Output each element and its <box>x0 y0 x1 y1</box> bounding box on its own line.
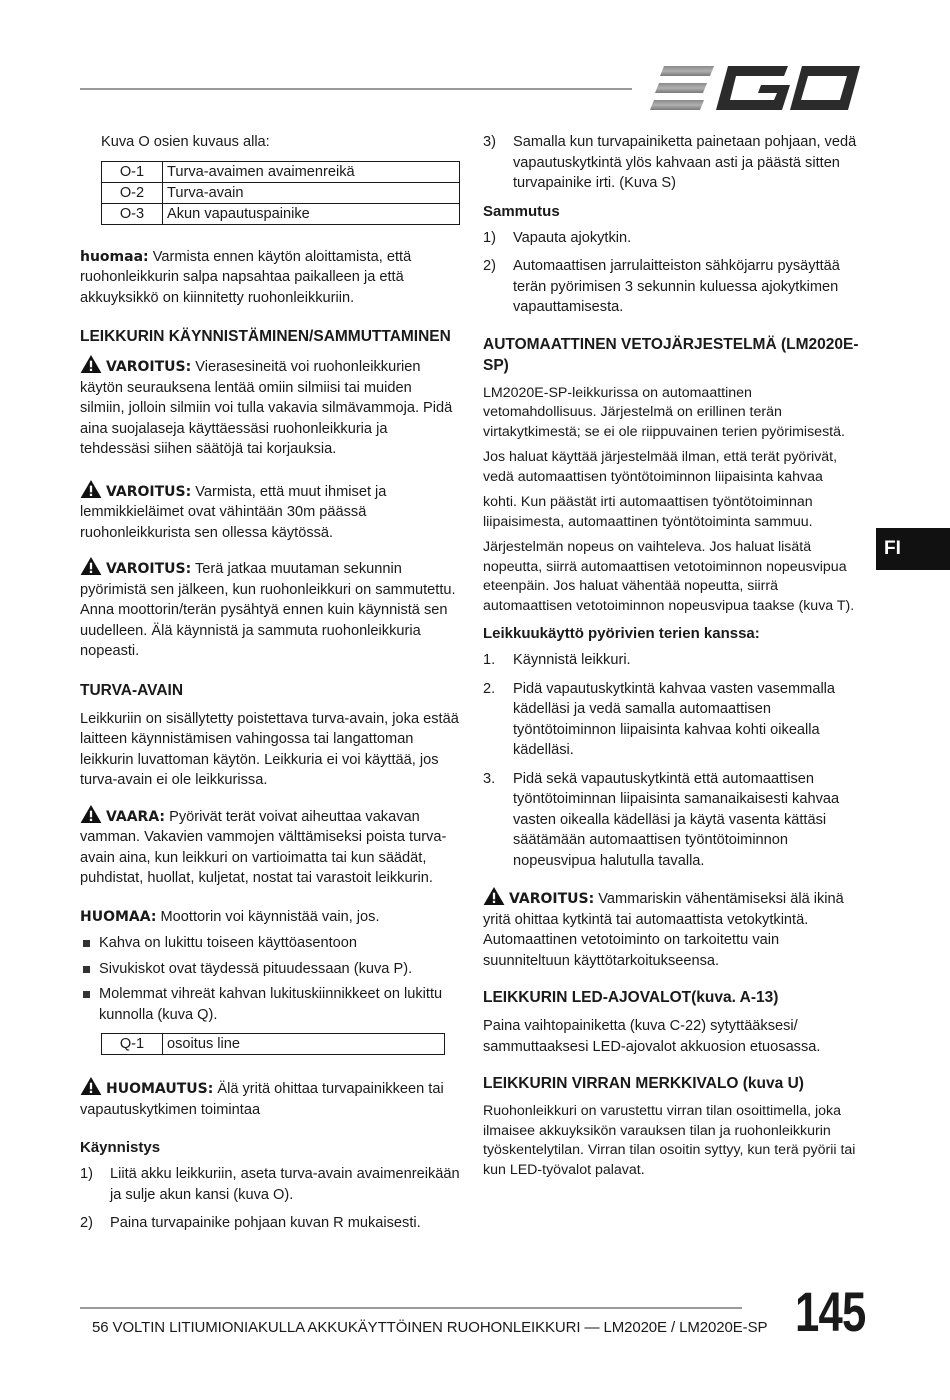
bullet-square-icon <box>83 940 90 947</box>
warning-bypass-switch <box>483 887 867 971</box>
danger-rotating-blades <box>80 805 460 889</box>
warning-text: Vammariskin vähentämiseksi älä ikinä yritä ohittaa kytkintä tai automaattista vetokytkintä. Automaattinen vetotoiminto on tarkoitettu vain suunniteltuun käyttötarkoitukseensa. <box>483 891 844 969</box>
heading-rotating-blades: Leikkuukäyttö pyörivien terien kanssa: <box>483 625 760 642</box>
step-text: Automaattisen jarrulaitteiston sähköjarru pysäyttää terän pyörimisen 3 sekunnin kuluessa ajokytkimen vapauttamisesta. <box>513 258 840 315</box>
warning-label: VAROITUS: <box>509 891 595 907</box>
power-indicator-text: Ruohonleikkuri on varustettu virran tilan osoittimella, joka ilmaisee akkuyksikön varauksen tilan ja ruohonleikkurin työskentelytilan. Virran tilan osoitin syttyy, kun terä pyörii tai kun LED-työvalot palavat. <box>483 1103 856 1178</box>
self-propel-p1: LM2020E-SP-leikkurissa on automaattinen vetomahdollisuus. Järjestelmä on erillinen terän virtakytkimestä; se ei ole riippuvainen terien pyörimisestä. <box>483 384 845 440</box>
figure-o-intro: Kuva O osien kuvaus alla: <box>101 134 270 150</box>
warning-text: Vierasesineitä voi ruohonleikkurien käytön seurauksena lentää omiin silmiisi tai muiden silmiin, jolloin silmiin voi tulla vakavia silmävammoja. Pidä aina suojalaseja käyttäessäsi ruohonleikkuria ja tehdessäsi siihen säätöjä tai korjauksia. <box>80 359 453 457</box>
starting-steps-cont <box>483 132 867 194</box>
caution-bypass <box>80 1077 460 1120</box>
footer-title: 56 VOLTIN LITIUMIONIAKULLA AKKUKÄYTTÖINEN RUOHONLEIKKURI — LM2020E / LM2020E-SP <box>92 1319 768 1336</box>
shutdown-steps <box>483 228 867 318</box>
step-number: 1. <box>483 652 496 668</box>
led-text: Paina vaihtopainiketta (kuva C-22) sytyttääksesi/ sammuttaaksesi LED-ajovalot akkuosion etuosassa. <box>483 1018 821 1055</box>
parts-table-q <box>101 1033 445 1055</box>
step-text: Paina turvapainike pohjaan kuvan R mukaisesti. <box>110 1215 421 1231</box>
step-text: Samalla kun turvapainiketta painetaan pohjaan, vedä vapautuskytkintä ylös kahvaan asti ja päästä sitten turvapainike irti. (Kuva S) <box>513 134 857 191</box>
step-number: 1) <box>483 229 496 246</box>
right-column <box>483 132 867 1190</box>
step-number: 2) <box>80 1215 93 1231</box>
warning-text: Varmista, että muut ihmiset ja lemmikkieläimet ovat vähintään 30m päässä ruohonleikkurista sen ollessa käytössä. <box>80 483 387 541</box>
warning-eye-protection <box>80 355 460 460</box>
step-number: 2) <box>483 258 496 274</box>
warning-distance <box>80 480 460 544</box>
list-item <box>80 959 460 980</box>
list-item <box>483 650 867 671</box>
header-rule <box>80 88 632 90</box>
danger-label: VAARA: <box>106 808 166 825</box>
list-item <box>483 679 867 761</box>
left-column <box>80 132 460 1242</box>
warning-triangle-icon <box>80 1077 102 1095</box>
self-propel-p3: kohti. Kun päästät irti automaattisen työntötoiminnan liipaisimesta, automaattinen työntötoiminta sammuu. <box>483 494 813 530</box>
heading-shutdown: Sammutus <box>483 202 560 220</box>
note-motor-start <box>80 907 460 928</box>
table-row <box>102 161 460 182</box>
table-row <box>102 203 460 224</box>
step-number: 3) <box>483 134 496 150</box>
heading-self-propel: AUTOMAATTINEN VETOJÄRJESTELMÄ (LM2020E-SP) <box>483 335 859 374</box>
caution-text: Älä yritä ohittaa turvapainikkeen tai vapautuskytkimen toimintaa <box>80 1081 444 1118</box>
note-latch <box>80 247 460 309</box>
part-label: Turva-avain <box>163 182 460 203</box>
self-propel-p4: Järjestelmän nopeus on vaihteleva. Jos haluat lisätä nopeutta, siirrä automaattisen vetotoiminnon nopeusvipua eteenpäin. Jos haluat vähentää nopeutta, siirrä automaattisen vetotoiminnon nopeusvipua taakse (kuva T). <box>483 539 855 614</box>
list-item <box>483 228 867 249</box>
step-text: Käynnistä leikkuri. <box>513 652 631 668</box>
part-label: osoitus line <box>163 1034 445 1055</box>
page-number: 145 <box>795 1280 866 1343</box>
warning-triangle-icon <box>80 557 102 575</box>
language-tab: FI <box>876 528 950 570</box>
list-item <box>80 1213 460 1234</box>
step-number: 1) <box>80 1166 93 1182</box>
step-text: Pidä sekä vapautuskytkintä että automaattisen työntötoiminnan liipaisinta samanaikaisesti kahvaa vasten oikealla kädelläsi ja käytä vasenta kättäsi säätämään automaattisen työntötoiminnon nopeusvipua halutulla tavalla. <box>513 770 840 869</box>
note-label: HUOMAA: <box>80 908 157 925</box>
list-item <box>483 769 867 872</box>
list-item-text: Molemmat vihreät kahvan lukituskiinnikkeet on lukittu kunnolla (kuva Q). <box>99 986 443 1023</box>
list-item <box>80 1164 460 1205</box>
list-item <box>483 132 867 194</box>
note-text: Moottorin voi käynnistää vain, jos. <box>156 908 380 925</box>
safety-key-text: Leikkuriin on sisällytetty poistettava turva-avain, joka estää laitteen käynnistämisen vahingossa tai langattoman leikkurin luvattoman käytön. Leikkuria ei voi käyttää, jos turva-avain ei ole leikkurissa. <box>80 710 459 788</box>
warning-text: Terä jatkaa muutaman sekunnin pyörimistä sen jälkeen, kun ruohonleikkuri on sammutettu. Anna moottorin/terän pysähtyä ennen kuin käynnistä sen uudelleen. Älä käynnistä ja sammuta ruohonleikkuria nopeasti. <box>80 561 456 659</box>
parts-table-o <box>101 161 460 225</box>
danger-text: Pyörivät terät voivat aiheuttaa vakavan vamman. Vakavien vammojen välttämiseksi poista turva-avain aina, kun leikkuri on vartioimatta tai kun säädät, puhdistat, huollat, kuljetat, nostat tai varastoit leikkurin. <box>80 808 447 886</box>
heading-start-stop: LEIKKURIN KÄYNNISTÄMINEN/SAMMUTTAMINEN <box>80 328 451 345</box>
warning-triangle-icon <box>80 355 102 373</box>
step-text: Vapauta ajokytkin. <box>513 229 632 246</box>
step-number: 2. <box>483 680 496 697</box>
list-item-text: Sivukiskot ovat täydessä pituudessaan (kuva P). <box>99 960 413 977</box>
warning-label: VAROITUS: <box>106 483 192 500</box>
bullet-square-icon <box>83 966 90 973</box>
warning-triangle-icon <box>80 805 102 823</box>
footer-rule <box>80 1307 742 1309</box>
part-code: O-3 <box>102 203 163 224</box>
bullet-square-icon <box>83 991 90 998</box>
list-item <box>80 933 460 954</box>
self-propel-p2: Jos haluat käyttää järjestelmää ilman, että terät pyörivät, vedä automaattisen työntötoiminnon liipaisinta kahvaa <box>483 449 838 485</box>
part-label: Akun vapautuspainike <box>163 203 460 224</box>
heading-power-indicator: LEIKKURIN VIRRAN MERKKIVALO (kuva U) <box>483 1075 804 1092</box>
heading-starting: Käynnistys <box>80 1139 161 1156</box>
warning-triangle-icon <box>80 480 102 498</box>
step-number: 3. <box>483 770 496 787</box>
step-text: Pidä vapautuskytkintä kahvaa vasten vasemmalla kädelläsi ja vedä samalla automaattisen työntötoiminnon liipaisinta kahvaa kohti oikealla kädelläsi. <box>513 680 836 758</box>
rotating-steps <box>483 650 867 871</box>
ego-logo <box>650 64 862 112</box>
warning-label: VAROITUS: <box>106 359 192 375</box>
part-code: O-2 <box>102 182 163 203</box>
conditions-list <box>80 933 460 1025</box>
note-text: Varmista ennen käytön aloittamista, että ruohonleikkurin salpa napsahtaa paikalleen ja että akkuyksikkö on kiinnitetty ruohonleikkuriin. <box>80 248 412 306</box>
warning-label: VAROITUS: <box>106 561 192 577</box>
table-row <box>102 182 460 203</box>
caution-label: HUOMAUTUS: <box>106 1081 214 1097</box>
step-text: Liitä akku leikkuriin, aseta turva-avain avaimenreikään ja sulje akun kansi (kuva O). <box>110 1166 460 1203</box>
heading-safety-key: TURVA-AVAIN <box>80 681 184 699</box>
list-item <box>80 984 460 1025</box>
list-item <box>483 256 867 318</box>
part-code: Q-1 <box>102 1034 163 1055</box>
starting-steps <box>80 1164 460 1234</box>
part-code: O-1 <box>102 161 163 182</box>
warning-blade-coast <box>80 557 460 662</box>
warning-triangle-icon <box>483 887 505 905</box>
part-label: Turva-avaimen avaimenreikä <box>163 161 460 182</box>
list-item-text: Kahva on lukittu toiseen käyttöasentoon <box>99 935 357 951</box>
note-label: huomaa: <box>80 248 149 265</box>
table-row <box>102 1034 445 1055</box>
heading-led-lights: LEIKKURIN LED-AJOVALOT(kuva. A-13) <box>483 989 779 1006</box>
